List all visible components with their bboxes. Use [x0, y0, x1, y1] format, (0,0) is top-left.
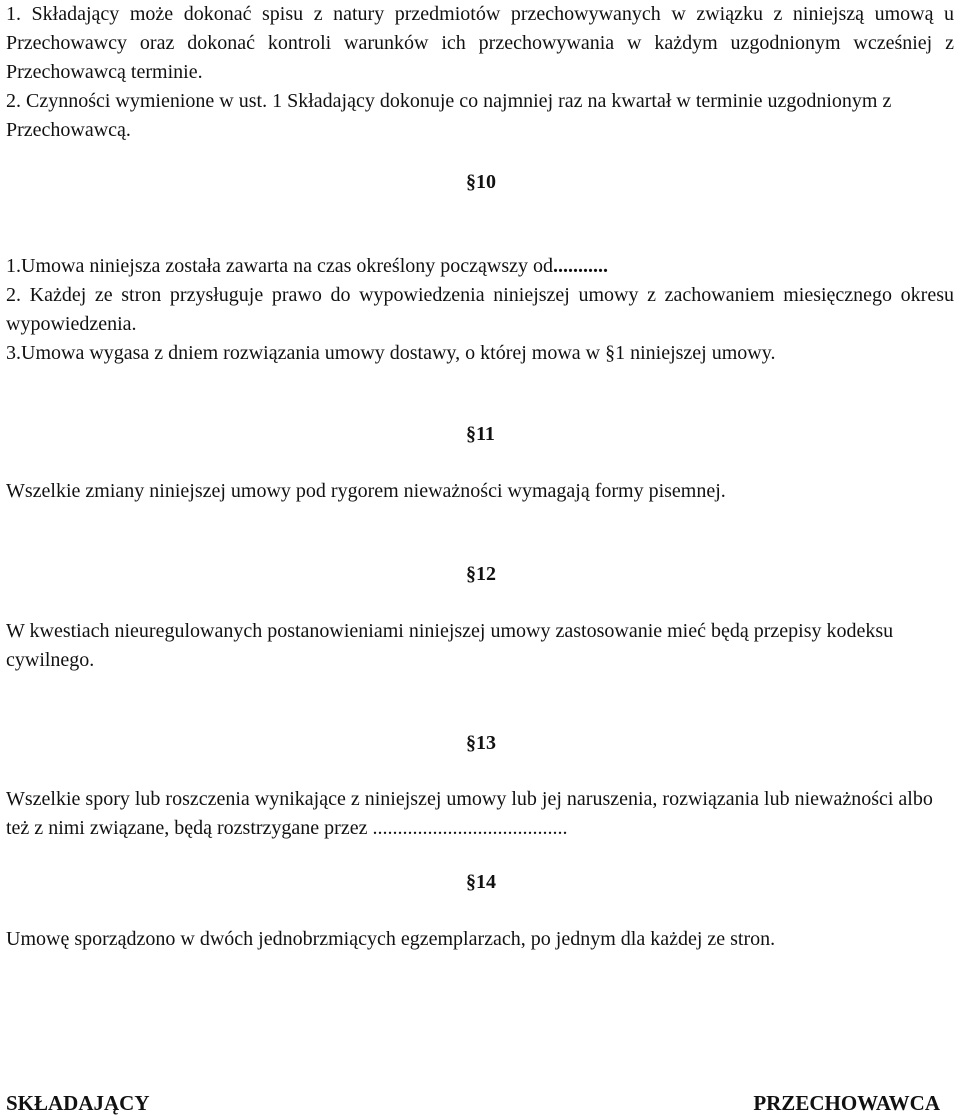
section-14-text: Umowę sporządzono w dwóch jednobrzmiących egzemplarzach, po jednym dla każdej ze stron. — [6, 928, 776, 950]
intro-paragraph-1: 1. Składający może dokonać spisu z natury przedmiotów przechowywanych w związku z niniejszą umową u Przechowawcy oraz dokonać kontroli warunków ich przechowywania w każdym uzgodnionym wcześniej z Przechowawcą terminie. — [6, 3, 954, 83]
section-10-paragraph-1 — [6, 252, 954, 281]
section-10-paragraph-2: 2. Każdej ze stron przysługuje prawo do wypowiedzenia niniejszej umowy z zachowaniem miesięcznego okresu wypowiedzenia. — [6, 284, 954, 335]
section-10-heading: §10 — [466, 171, 496, 193]
section-14-heading: §14 — [466, 871, 496, 893]
section-12-heading: §12 — [466, 563, 496, 585]
section-13-text: Wszelkie spory lub roszczenia wynikające z niniejszej umowy lub jej naruszenia, rozwiązania lub nieważności albo też z nimi związane, będą rozstrzygane przez ....................................... — [6, 788, 933, 839]
section-10-paragraph-3: 3.Umowa wygasa z dniem rozwiązania umowy dostawy, o której mowa w §1 niniejszej umowy. — [6, 342, 776, 364]
section-10-paragraph-1-text: 1.Umowa niniejsza została zawarta na czas określony począwszy od — [6, 255, 554, 277]
section-13-heading: §13 — [466, 732, 496, 754]
signature-custodian: PRZECHOWAWCA — [753, 1091, 940, 1115]
intro-paragraph-2: 2. Czynności wymienione w ust. 1 Składający dokonuje co najmniej raz na kwartał w terminie uzgodnionym z Przechowawcą. — [6, 90, 892, 141]
section-11-heading: §11 — [466, 423, 495, 445]
section-12-text: W kwestiach nieuregulowanych postanowieniami niniejszej umowy zastosowanie mieć będą przepisy kodeksu cywilnego. — [6, 620, 894, 671]
signature-depositor: SKŁADAJĄCY — [6, 1091, 150, 1115]
section-11-text: Wszelkie zmiany niniejszej umowy pod rygorem nieważności wymagają formy pisemnej. — [6, 480, 726, 502]
date-placeholder-dots: ........... — [553, 255, 609, 277]
